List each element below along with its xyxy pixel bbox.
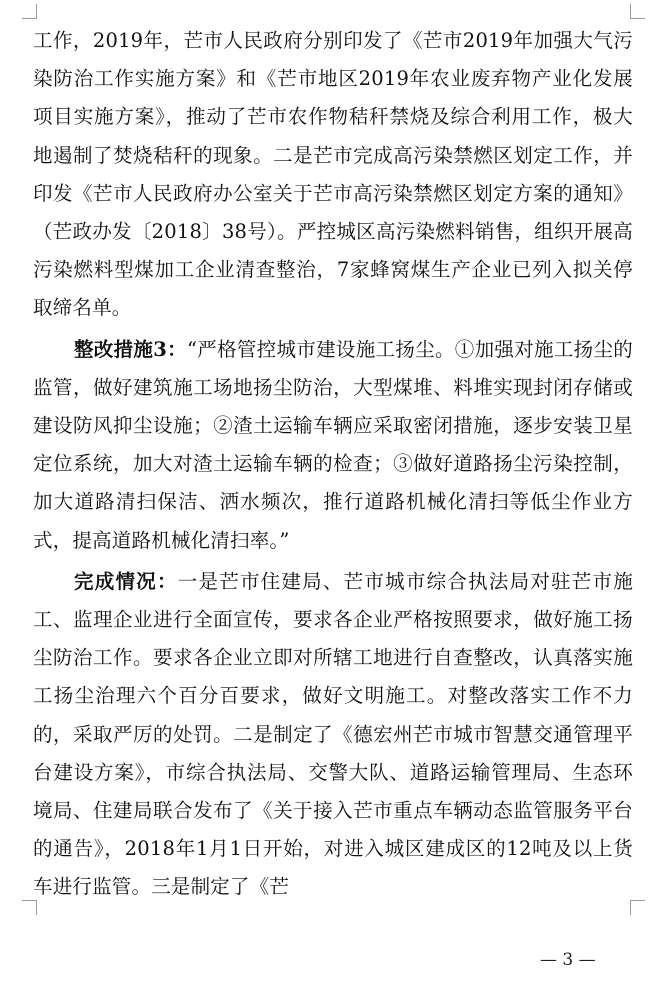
crop-mark-top-left <box>22 4 37 19</box>
paragraph-completion-status <box>33 563 633 907</box>
paragraph-continuation <box>33 22 633 328</box>
paragraph-measure-3 <box>33 331 633 560</box>
paragraph-text: 一是芒市住建局、芒市城市综合执法局对驻芒市施工、监理企业进行全面宣传，要求各企业严格按照要求，做好施工扬尘防治工作。要求各企业立即对所辖工地进行自查整改，认真落实施工扬尘治理六个百分百要求，做好文明施工。对整改落实工作不力的，采取严厉的处罚。二是制定了《德宏州芒市城市智慧交通管理平台建设方案》，市综合执法局、交警大队、道路运输管理局、生态环境局、住建局联合发布了《关于接入芒市重点车辆动态监管服务平台的通告》，2018年1月1日开始，对进入城区建成区的12吨及以上货车进行监管。三是制定了《芒 <box>33 569 633 899</box>
paragraph-label: 整改措施3： <box>74 337 187 361</box>
page-number: — 3 — <box>540 950 596 970</box>
document-body <box>33 22 633 907</box>
paragraph-label: 完成情况： <box>74 569 178 593</box>
paragraph-text: “严格管控城市建设施工扬尘。①加强对施工扬尘的监管，做好建筑施工场地扬尘防治，大型煤堆、料堆实现封闭存储或建设防风抑尘设施；②渣土运输车辆应采取密闭措施，逐步安装卫星定位系统，加大对渣土运输车辆的检查；③做好道路扬尘污染控制，加大道路清扫保洁、洒水频次，推行道路机械化清扫等低尘作业方式，提高道路机械化清扫率。” <box>33 337 633 552</box>
paragraph-text: 工作，2019年，芒市人民政府分别印发了《芒市2019年加强大气污染防治工作实施方案》和《芒市地区2019年农业废弃物产业化发展项目实施方案》，推动了芒市农作物秸秆禁烧及综合利用工作，极大地遏制了焚烧秸秆的现象。二是芒市完成高污染禁燃区划定工作，并印发《芒市人民政府办公室关于芒市高污染禁燃区划定方案的通知》（芒政办发〔2018〕38号）。严控城区高污染燃料销售，组织开展高污染燃料型煤加工企业清查整治，7家蜂窝煤生产企业已列入拟关停取缔名单。 <box>33 29 633 320</box>
crop-mark-top-right <box>630 4 645 19</box>
